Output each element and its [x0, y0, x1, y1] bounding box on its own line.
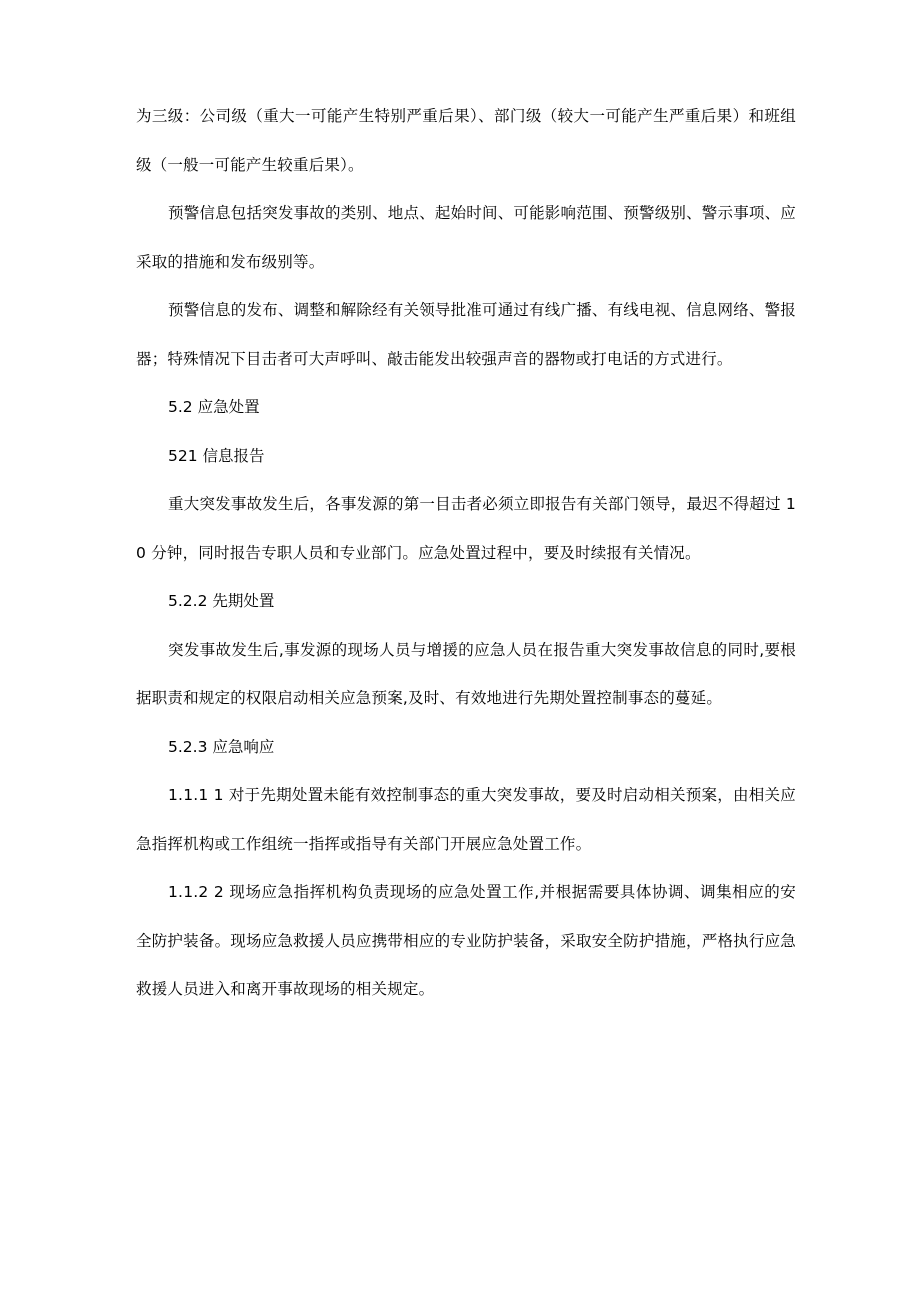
paragraph-warning-levels: 为三级：公司级（重大一可能产生特别严重后果）、部门级（较大一可能产生严重后果）和班组级（一般一可能产生较重后果）。	[136, 107, 796, 174]
document-body	[136, 92, 796, 1014]
section-heading-emergency-action: 5.2.3 应急响应	[168, 737, 275, 756]
paragraph-emergency-action-2: 1.1.2 2 现场应急指挥机构负责现场的应急处置工作,并根据需要具体协调、调集相应的安全防护装备。现场应急救援人员应携带相应的专业防护装备，采取安全防护措施，严格执行应急救援人员进入和离开事故现场的相关规定。	[136, 883, 796, 998]
paragraph-warning-info-content: 预警信息包括突发事故的类别、地点、起始时间、可能影响范围、预警级别、警示事项、应采取的措施和发布级别等。	[136, 204, 797, 271]
paragraph-info-report: 重大突发事故发生后，各事发源的第一目击者必须立即报告有关部门领导，最迟不得超过 10 分钟，同时报告专职人员和专业部门。应急处置过程中，要及时续报有关情况。	[136, 495, 796, 562]
paragraph-warning-release: 预警信息的发布、调整和解除经有关领导批准可通过有线广播、有线电视、信息网络、警报器；特殊情况下目击者可大声呼叫、敲击能发出较强声音的器物或打电话的方式进行。	[136, 301, 797, 368]
paragraph-emergency-action-1: 1.1.1 1 对于先期处置未能有效控制事态的重大突发事故，要及时启动相关预案，由相关应急指挥机构或工作组统一指挥或指导有关部门开展应急处置工作。	[136, 786, 796, 853]
section-heading-emergency-response: 5.2 应急处置	[168, 398, 260, 416]
section-heading-info-report: 521 信息报告	[168, 446, 265, 465]
paragraph-initial-handling: 突发事故发生后,事发源的现场人员与增援的应急人员在报告重大突发事故信息的同时,要根据职责和规定的权限启动相关应急预案,及时、有效地进行先期处置控制事态的蔓延。	[136, 640, 796, 707]
section-heading-initial-handling: 5.2.2 先期处置	[168, 592, 275, 610]
